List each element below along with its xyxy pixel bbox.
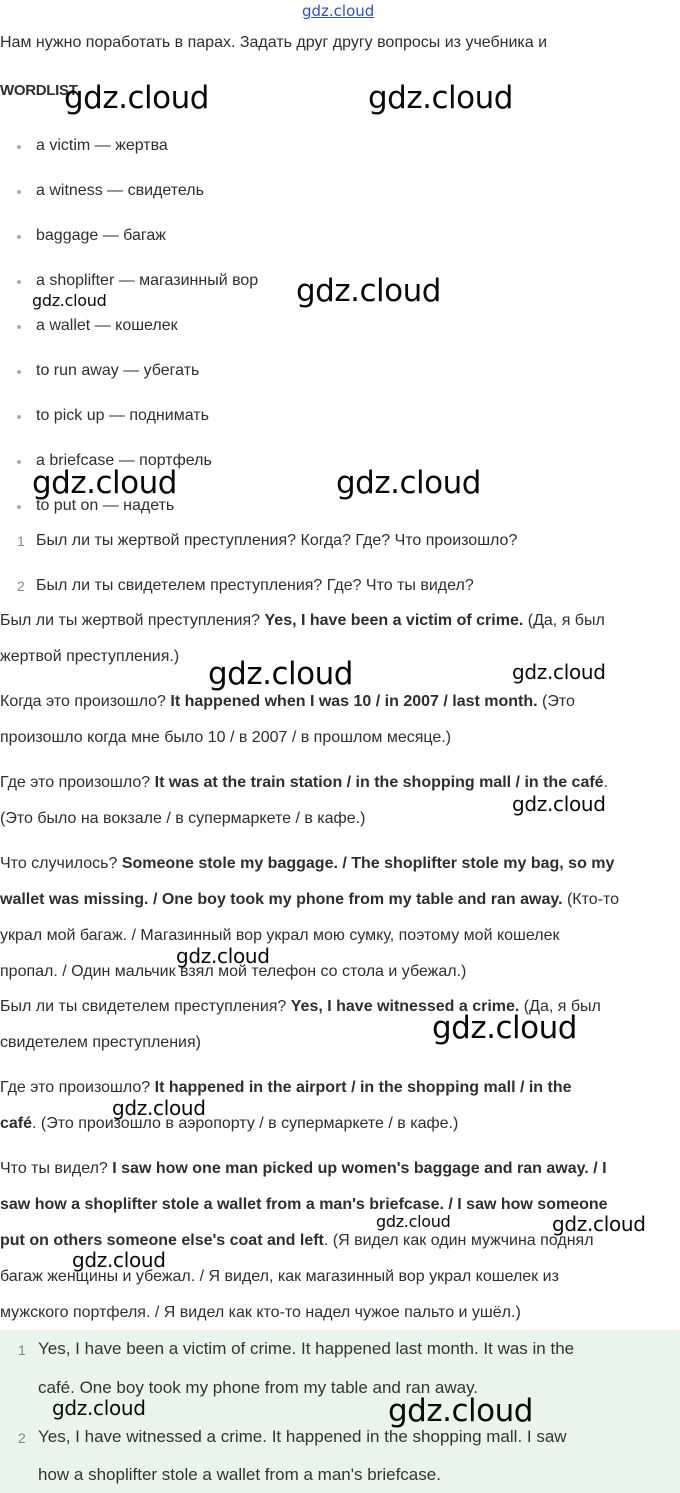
wordlist-item: to put on — надеть	[36, 497, 175, 514]
dialogue-line: Был ли ты жертвой преступления? Yes, I have been a victim of crime. (Да, я был	[0, 612, 605, 629]
question-text: Был ли ты жертвой преступления? Когда? Где? Что произошло?	[36, 532, 518, 549]
watermark-top[interactable]: gdz.cloud	[302, 2, 375, 20]
watermark: gdz.cloud	[72, 1248, 166, 1272]
dialogue-line: Что случилось? Someone stole my baggage. / The shoplifter stole my bag, so my	[0, 855, 615, 872]
intro-text: Нам нужно поработать в парах. Задать друг другу вопросы из учебника и	[0, 34, 548, 51]
dialogue-line: Когда это произошло? It happened when I was 10 / in 2007 / last month. (Это	[0, 693, 575, 710]
wordlist-heading: WORDLIST	[0, 82, 78, 99]
bullet	[17, 280, 21, 284]
wordlist-item: a shoplifter — магазинный вор	[36, 272, 259, 289]
dialogue-line: Что ты видел? I saw how one man picked up women's baggage and ran away. / I	[0, 1160, 607, 1177]
bullet	[17, 325, 21, 329]
answer-text: café. One boy took my phone from my table and ran away.	[38, 1378, 479, 1397]
wordlist-item: to pick up — поднимать	[36, 407, 209, 424]
dialogue-line: жертвой преступления.)	[0, 648, 180, 665]
bullet	[17, 370, 21, 374]
answer-text: how a shoplifter stole a wallet from a man's briefcase.	[38, 1465, 441, 1484]
question-number: 2	[17, 578, 25, 594]
dialogue-line: украл мой багаж. / Магазинный вор украл мою сумку, поэтому мой кошелек	[0, 927, 560, 944]
dialogue-line: café. (Это произошло в аэропорту / в супермаркете / в кафе.)	[0, 1115, 459, 1132]
bullet	[17, 415, 21, 419]
watermark: gdz.cloud	[176, 944, 270, 968]
dialogue-line: мужского портфеля. / Я видел как кто-то надел чужое пальто и ушёл.)	[0, 1304, 521, 1321]
watermark: gdz.cloud	[336, 465, 481, 501]
wordlist-item: a wallet — кошелек	[36, 317, 178, 334]
bullet	[17, 145, 21, 149]
watermark: gdz.cloud	[32, 291, 107, 310]
dialogue-line: произошло когда мне было 10 / в 2007 / в прошлом месяце.)	[0, 729, 452, 746]
dialogue-line: Где это произошло? It happened in the airport / in the shopping mall / in the	[0, 1079, 572, 1096]
dialogue-line: put on others someone else's coat and left. (Я видел как один мужчина поднял	[0, 1232, 594, 1249]
watermark: gdz.cloud	[512, 660, 606, 684]
wordlist-item: a witness — свидетель	[36, 182, 204, 199]
watermark: gdz.cloud	[32, 465, 177, 501]
watermark: gdz.cloud	[112, 1096, 206, 1120]
dialogue-line: свидетелем преступления)	[0, 1034, 201, 1051]
dialogue-line: wallet was missing. / One boy took my phone from my table and ran away. (Кто-то	[0, 891, 620, 908]
question-number: 1	[17, 533, 25, 549]
watermark: gdz.cloud	[432, 1010, 577, 1046]
bullet	[17, 190, 21, 194]
dialogue-line: пропал. / Один мальчик взял мой телефон со стола и убежал.)	[0, 963, 467, 980]
wordlist-item: to run away — убегать	[36, 362, 200, 379]
watermark: gdz.cloud	[368, 80, 513, 116]
answer-number: 1	[18, 1342, 26, 1358]
dialogue-line: Был ли ты свидетелем преступления? Yes, I have witnessed a crime. (Да, я был	[0, 998, 601, 1015]
watermark: gdz.cloud	[208, 656, 353, 692]
answer-number: 2	[18, 1430, 26, 1446]
dialogue-line: (Это было на вокзале / в супермаркете / в кафе.)	[0, 810, 366, 827]
dialogue-line: багаж женщины и убежал. / Я видел, как магазинный вор украл кошелек из	[0, 1268, 559, 1285]
question-text: Был ли ты свидетелем преступления? Где? Что ты видел?	[36, 577, 474, 594]
watermark: gdz.cloud	[376, 1212, 451, 1231]
wordlist-item: a briefcase — портфель	[36, 452, 212, 469]
answer-text: Yes, I have been a victim of crime. It happened last month. It was in the	[38, 1339, 575, 1358]
dialogue-line: saw how a shoplifter stole a wallet from a man's briefcase. / I saw how someone	[0, 1196, 608, 1213]
bullet	[17, 460, 21, 464]
dialogue-line: Где это произошло? It was at the train station / in the shopping mall / in the café.	[0, 774, 609, 791]
watermark: gdz.cloud	[388, 1393, 533, 1429]
watermark: gdz.cloud	[512, 792, 606, 816]
watermark: gdz.cloud	[296, 273, 441, 309]
bullet	[17, 235, 21, 239]
wordlist-item: baggage — багаж	[36, 227, 166, 244]
watermark: gdz.cloud	[52, 1396, 146, 1420]
watermark: gdz.cloud	[552, 1212, 646, 1236]
wordlist-item: a victim — жертва	[36, 137, 168, 154]
bullet	[17, 505, 21, 509]
watermark: gdz.cloud	[64, 80, 209, 116]
answer-text: Yes, I have witnessed a crime. It happened in the shopping mall. I saw	[38, 1427, 567, 1446]
